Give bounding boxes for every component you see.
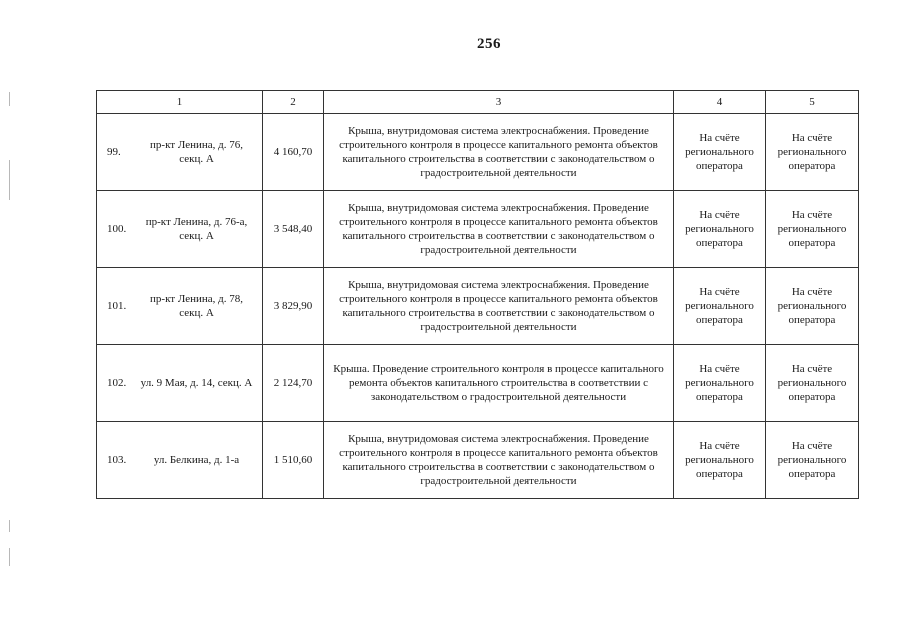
capital-repair-table — [96, 90, 859, 499]
column-4-cell: На счёте регионального оператора — [674, 268, 766, 345]
address-text: пр-кт Ленина, д. 76, секц. А — [150, 139, 243, 165]
works-cell: Крыша, внутридомовая система электроснабжения. Проведение строительного контроля в процессе капитального ремонта объектов капитального строительства в соответствии с законодательством о градостроительной деятельности — [324, 422, 674, 499]
column-header-3: 3 — [324, 91, 674, 114]
column-header-5: 5 — [766, 91, 859, 114]
works-cell: Крыша, внутридомовая система электроснабжения. Проведение строительного контроля в процессе капитального ремонта объектов капитального строительства в соответствии с законодательством о градостроительной деятельности — [324, 268, 674, 345]
table-row — [97, 191, 859, 268]
column-header-2: 2 — [263, 91, 324, 114]
works-cell: Крыша, внутридомовая система электроснабжения. Проведение строительного контроля в процессе капитального ремонта объектов капитального строительства в соответствии с законодательством о градостроительной деятельности — [324, 114, 674, 191]
area-cell: 3 829,90 — [263, 268, 324, 345]
table-row — [97, 422, 859, 499]
column-5-cell: На счёте регионального оператора — [766, 422, 859, 499]
column-4-cell: На счёте регионального оператора — [674, 345, 766, 422]
row-number: 100. — [107, 223, 127, 235]
table-row — [97, 345, 859, 422]
area-cell: 2 124,70 — [263, 345, 324, 422]
scan-margin-mark — [9, 160, 10, 200]
column-5-cell: На счёте регионального оператора — [766, 268, 859, 345]
column-5-cell: На счёте регионального оператора — [766, 114, 859, 191]
works-cell: Крыша. Проведение строительного контроля в процессе капитального ремонта объектов капитального строительства в соответствии с законодательством о градостроительной деятельности — [324, 345, 674, 422]
area-cell: 1 510,60 — [263, 422, 324, 499]
address-cell — [97, 114, 263, 191]
table-row — [97, 114, 859, 191]
works-cell: Крыша, внутридомовая система электроснабжения. Проведение строительного контроля в процессе капитального ремонта объектов капитального строительства в соответствии с законодательством о градостроительной деятельности — [324, 191, 674, 268]
scan-margin-mark — [9, 548, 10, 566]
row-number: 99. — [107, 146, 121, 158]
column-4-cell: На счёте регионального оператора — [674, 114, 766, 191]
row-number: 102. — [107, 377, 127, 389]
address-cell — [97, 268, 263, 345]
table-row — [97, 268, 859, 345]
address-text: пр-кт Ленина, д. 78, секц. А — [150, 293, 243, 319]
page-number: 256 — [477, 36, 501, 52]
scan-margin-mark — [9, 92, 10, 106]
row-number: 101. — [107, 300, 127, 312]
column-5-cell: На счёте регионального оператора — [766, 191, 859, 268]
column-header-1: 1 — [97, 91, 263, 114]
address-text: ул. Белкина, д. 1-а — [153, 454, 240, 466]
column-header-4: 4 — [674, 91, 766, 114]
address-cell — [97, 422, 263, 499]
area-cell: 3 548,40 — [263, 191, 324, 268]
column-4-cell: На счёте регионального оператора — [674, 191, 766, 268]
area-cell: 4 160,70 — [263, 114, 324, 191]
address-cell — [97, 191, 263, 268]
row-number: 103. — [107, 454, 127, 466]
table-header-row — [97, 91, 859, 114]
address-text: ул. 9 Мая, д. 14, секц. А — [140, 377, 253, 389]
column-4-cell: На счёте регионального оператора — [674, 422, 766, 499]
address-text: пр-кт Ленина, д. 76-а, секц. А — [145, 216, 248, 242]
column-5-cell: На счёте регионального оператора — [766, 345, 859, 422]
scan-margin-mark — [9, 520, 10, 532]
address-cell — [97, 345, 263, 422]
